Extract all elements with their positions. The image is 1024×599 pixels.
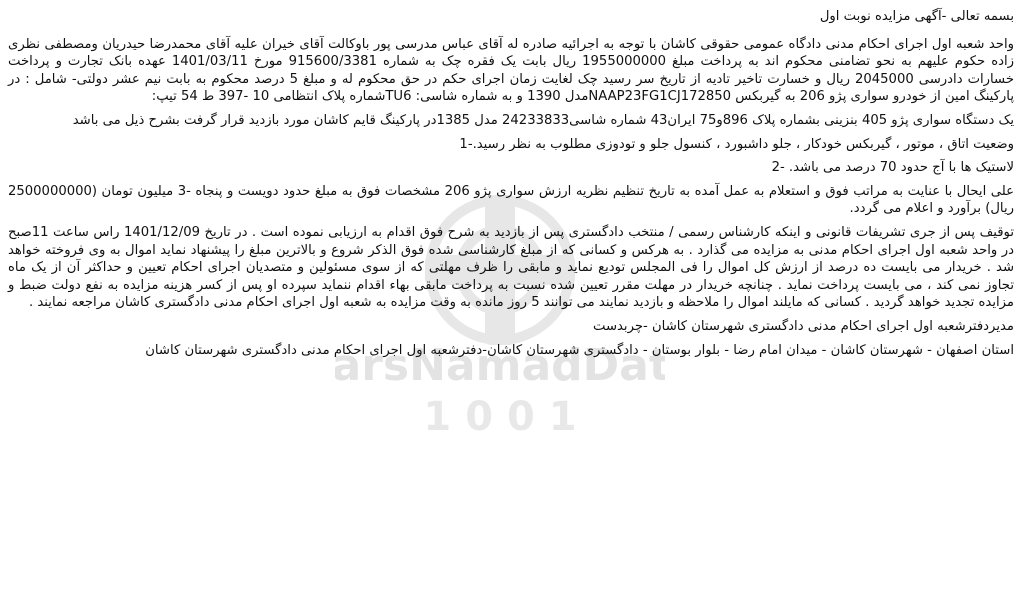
notice-title: بسمه تعالی -آگهی مزایده نوبت اول — [819, 9, 1014, 24]
notice-paragraph-auction-terms: توقیف پس از جری تشریفات قانونی و اینکه کارشناس رسمی / منتخب دادگستری پس از بازدید به شرح فوق اقدام به ارزیابی نموده است . در تاریخ 1401/12/09 راس ساعت 11صبح در واحد شعبه اول اجرای احکام مدنی به مزایده می گذارد . به هرکس و کسانی که از مبلغ کارشناسی شده فوق الذکر شروع و بالاترین مبلغ را پیشنهاد نماید اموال به وی فروخته خواهد شد . خریدار می بایست ده درصد از ارزش کل اموال را فی المجلس تودیع نماید و مابقی را ظرف مهلتی که از سوی مسئولین و متصدیان اجرای احکام تعیین و حداکثر آن از یک ماه تجاوز نمی کند ، می بایست پرداخت نماید . چنانچه خریدار در مهلت مقرر تعیین شده نسبت به پرداخت مابقی بهاء اقدام ننماید سپرده او پس از کسر هزینه مزایده به نفع دولت ضبط و مزایده تجدید خواهد گردید . کسانی که مایلند اموال را ملاحظه و بازدید نمایند می توانند 5 روز مانده به وقت مزایده به شعبه اول اجرای احکام مدنی دادگستری کاشان مراجعه نمایند . — [8, 224, 1014, 311]
notice-paragraph-vehicle: یک دستگاه سواری پژو 405 بنزینی بشماره پلاک 896و75 ایران43 شماره شاسی24233833 مدل 1385در پارکینگ قایم کاشان مورد بازدید قرار گرفت بشرح ذیل می باشد — [72, 112, 1014, 128]
notice-address: استان اصفهان - شهرستان کاشان - میدان امام رضا - بلوار بوستان - دادگستری شهرستان کاشان-دفترشعبه اول اجرای احکام مدنی دادگستری شهرستان کاشان — [145, 342, 1014, 358]
watermark-text: arsNamadDat — [335, 340, 665, 391]
notice-paragraph-condition-2: لاستیک ها با آج حدود 70 درصد می باشد. -2 — [771, 160, 1014, 176]
notice-paragraph-condition-1: وضعیت اتاق ، موتور ، گیربکس خودکار ، جلو داشبورد ، کنسول جلو و تودوزی مطلوب به نظر رسید.-1 — [459, 136, 1014, 152]
watermark-digits: 1 0 0 1 — [423, 394, 577, 440]
notice-signature: مدیردفترشعبه اول اجرای احکام مدنی دادگستری شهرستان کاشان -چربدست — [593, 318, 1014, 334]
notice-paragraph-valuation: علی ایحال با عنایت به مراتب فوق و استعلام به عمل آمده به تاریخ تنظیم نظریه ارزش سواری پژو 206 مشخصات فوق به مبلغ حدود دویست و پنجاه -3 میلیون تومان (2500000000 ریال) برآورد و اعلام می گردد. — [8, 183, 1014, 217]
notice-paragraph-enforcement: واحد شعبه اول اجرای احکام مدنی دادگاه عمومی حقوقی کاشان با توجه به اجرائیه صادره له آقای عباس مدرسی پور باوکالت آقای خیران علیه آقای محمدرضا حیدریان ومصطفی نظری زاده حکوم علیهم به نحو تضامنی محکوم اند به پرداخت مبلغ 1955000000 ریال بابت یک فقره چک به شماره 915600/3381 مورخ 1401/03/11 عهده بانک تجارت و پرداخت خسارات دادرسی 2045000 ریال و خسارت تاخیر تادیه از تاریخ سر رسید چک لغایت زمان اجرای حکم در حق محکوم له و مبلغ 5 درصد محکوم به بابت نیم عشر دولتی- شامل : در پارکینگ امین از خودرو سواری پژو 206 به گیربکس NAAP23FG1CJ172850مدل 1390 و به شماره شاسی: TU6شماره پلاک انتظامی 10 -397 ط 54 تیپ: — [8, 36, 1015, 105]
